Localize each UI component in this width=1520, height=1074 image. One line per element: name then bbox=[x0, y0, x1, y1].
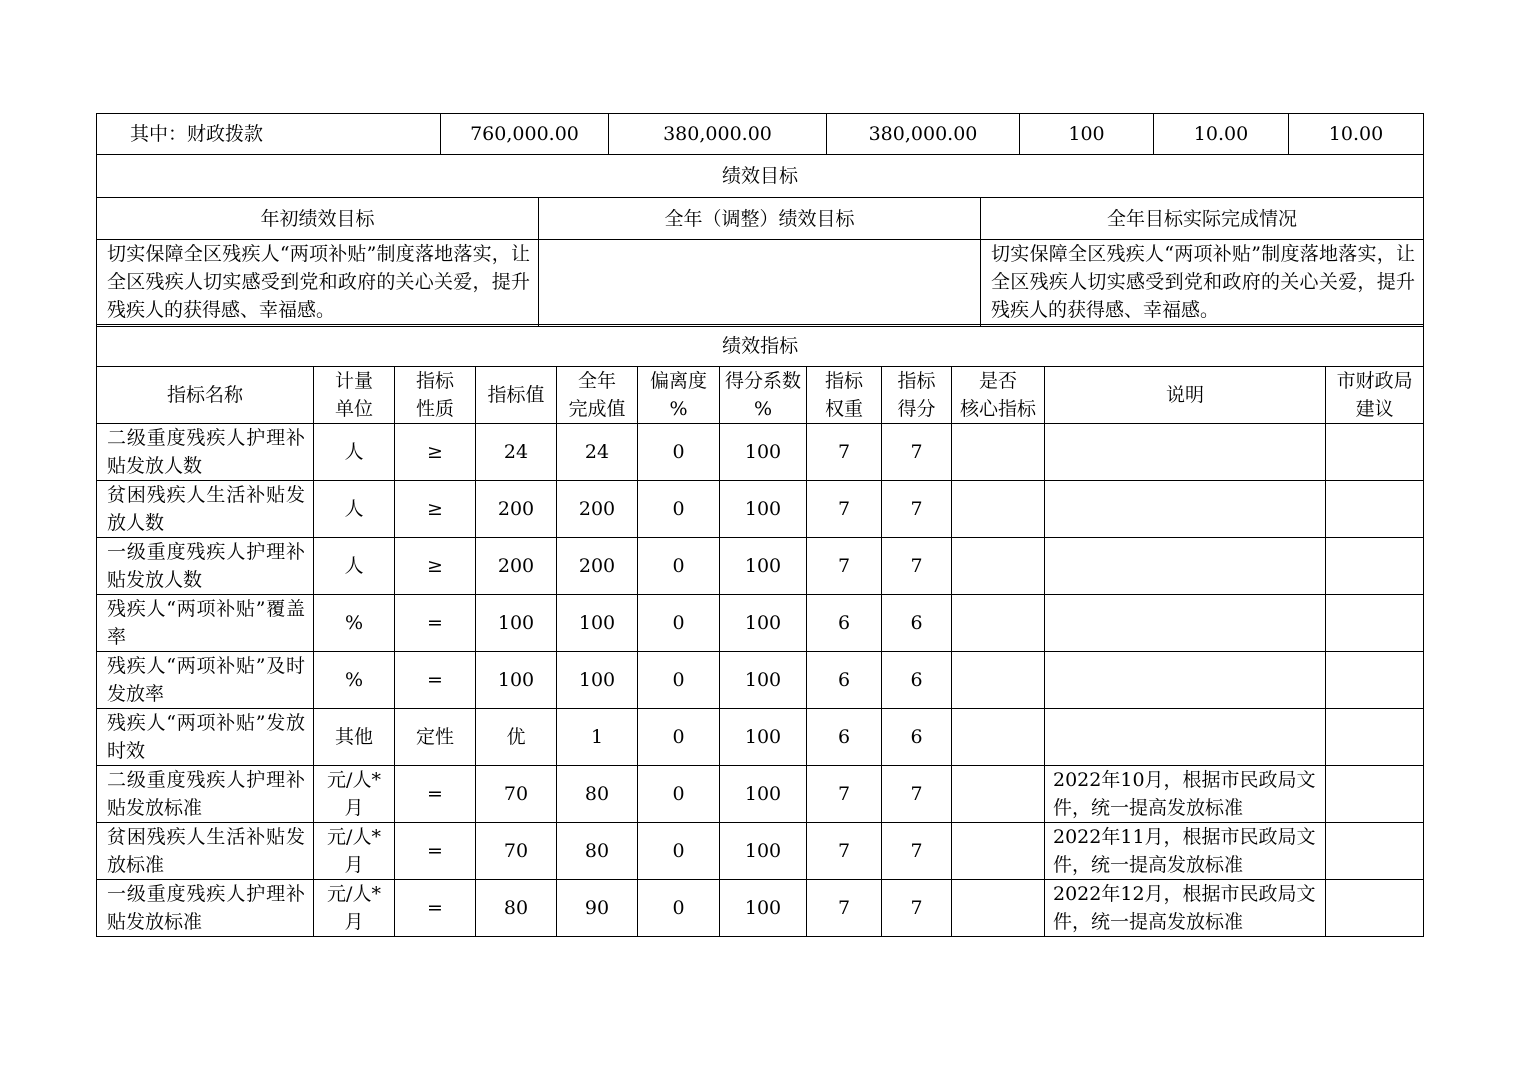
goals-header-initial: 年初绩效目标 bbox=[97, 198, 539, 240]
indicator-target: 优 bbox=[476, 709, 557, 766]
header-line: 计量 bbox=[334, 370, 373, 392]
header-line: 权重 bbox=[824, 398, 863, 420]
indicator-row bbox=[97, 481, 1424, 538]
goals-header-adjusted: 全年（调整）绩效目标 bbox=[539, 198, 981, 240]
indicator-nature: ≥ bbox=[395, 538, 476, 595]
header-nature bbox=[395, 367, 476, 424]
indicator-advice bbox=[1326, 424, 1424, 481]
indicator-deviation: 0 bbox=[638, 481, 720, 538]
indicator-score: 7 bbox=[882, 424, 952, 481]
indicator-unit: 人 bbox=[314, 538, 395, 595]
indicator-score: 7 bbox=[882, 538, 952, 595]
funding-cell: 760,000.00 bbox=[441, 114, 609, 155]
header-line: 指标 bbox=[415, 370, 454, 392]
header-line: 完成值 bbox=[568, 398, 626, 420]
indicator-advice bbox=[1326, 481, 1424, 538]
header-line: 全年 bbox=[577, 370, 616, 392]
indicator-unit: % bbox=[314, 652, 395, 709]
indicator-score: 6 bbox=[882, 709, 952, 766]
indicator-actual: 80 bbox=[557, 766, 638, 823]
indicator-note bbox=[1045, 481, 1326, 538]
indicator-nature: = bbox=[395, 880, 476, 937]
indicator-note bbox=[1045, 709, 1326, 766]
funding-cell: 100 bbox=[1020, 114, 1154, 155]
indicator-weight: 6 bbox=[807, 709, 882, 766]
indicator-row bbox=[97, 766, 1424, 823]
funding-cell: 10.00 bbox=[1289, 114, 1424, 155]
indicator-name: 二级重度残疾人护理补贴发放标准 bbox=[97, 766, 314, 823]
header-advice bbox=[1326, 367, 1424, 424]
indicator-deviation: 0 bbox=[638, 823, 720, 880]
indicator-name: 残疾人“两项补贴”覆盖率 bbox=[97, 595, 314, 652]
indicator-deviation: 0 bbox=[638, 709, 720, 766]
indicator-unit: 人 bbox=[314, 481, 395, 538]
funding-table bbox=[96, 113, 1424, 155]
indicator-weight: 7 bbox=[807, 481, 882, 538]
indicator-row bbox=[97, 538, 1424, 595]
funding-label: 其中：财政拨款 bbox=[97, 114, 441, 155]
indicator-actual: 200 bbox=[557, 481, 638, 538]
indicator-advice bbox=[1326, 709, 1424, 766]
indicator-advice bbox=[1326, 652, 1424, 709]
header-line: % bbox=[669, 398, 688, 420]
indicators-header-row bbox=[97, 367, 1424, 424]
indicator-row bbox=[97, 424, 1424, 481]
indicator-note bbox=[1045, 595, 1326, 652]
indicator-score: 6 bbox=[882, 652, 952, 709]
indicator-actual: 24 bbox=[557, 424, 638, 481]
indicator-actual: 200 bbox=[557, 538, 638, 595]
indicator-core bbox=[952, 595, 1045, 652]
header-coef bbox=[720, 367, 807, 424]
indicator-coef: 100 bbox=[720, 709, 807, 766]
goals-header-actual: 全年目标实际完成情况 bbox=[981, 198, 1424, 240]
goal-actual-text: 切实保障全区残疾人“两项补贴”制度落地落实，让全区残疾人切实感受到党和政府的关心关爱，提升残疾人的获得感、幸福感。 bbox=[981, 240, 1424, 327]
header-line: 是否 bbox=[978, 370, 1017, 392]
header-name bbox=[97, 367, 314, 424]
indicator-coef: 100 bbox=[720, 481, 807, 538]
indicator-nature: ≥ bbox=[395, 424, 476, 481]
header-line: 指标值 bbox=[487, 384, 545, 406]
indicator-weight: 7 bbox=[807, 823, 882, 880]
indicator-unit: % bbox=[314, 595, 395, 652]
indicator-deviation: 0 bbox=[638, 595, 720, 652]
indicator-note: 2022年12月，根据市民政局文件，统一提高发放标准 bbox=[1045, 880, 1326, 937]
indicator-target: 200 bbox=[476, 538, 557, 595]
indicator-name: 二级重度残疾人护理补贴发放人数 bbox=[97, 424, 314, 481]
header-line: 得分系数 bbox=[724, 370, 801, 392]
indicator-advice bbox=[1326, 538, 1424, 595]
indicator-actual: 80 bbox=[557, 823, 638, 880]
header-line: 指标 bbox=[897, 370, 936, 392]
goals-table bbox=[96, 154, 1424, 327]
indicator-row bbox=[97, 823, 1424, 880]
indicator-coef: 100 bbox=[720, 424, 807, 481]
indicator-name: 贫困残疾人生活补贴发放标准 bbox=[97, 823, 314, 880]
header-core bbox=[952, 367, 1045, 424]
indicator-core bbox=[952, 652, 1045, 709]
indicator-weight: 7 bbox=[807, 766, 882, 823]
indicators-section-title: 绩效指标 bbox=[97, 325, 1424, 367]
indicator-weight: 6 bbox=[807, 652, 882, 709]
indicators-table bbox=[96, 324, 1424, 937]
indicator-score: 7 bbox=[882, 481, 952, 538]
indicator-row bbox=[97, 595, 1424, 652]
header-deviation bbox=[638, 367, 720, 424]
indicator-advice bbox=[1326, 766, 1424, 823]
indicator-coef: 100 bbox=[720, 880, 807, 937]
indicator-core bbox=[952, 880, 1045, 937]
goal-adjusted-text bbox=[539, 240, 981, 327]
indicator-coef: 100 bbox=[720, 538, 807, 595]
indicator-weight: 7 bbox=[807, 880, 882, 937]
header-line: 核心指标 bbox=[959, 398, 1036, 420]
indicator-note: 2022年11月，根据市民政局文件，统一提高发放标准 bbox=[1045, 823, 1326, 880]
indicator-target: 70 bbox=[476, 766, 557, 823]
indicator-weight: 6 bbox=[807, 595, 882, 652]
indicator-core bbox=[952, 766, 1045, 823]
indicator-nature: = bbox=[395, 595, 476, 652]
indicator-core bbox=[952, 538, 1045, 595]
indicator-advice bbox=[1326, 595, 1424, 652]
header-weight bbox=[807, 367, 882, 424]
indicator-nature: = bbox=[395, 652, 476, 709]
indicator-target: 100 bbox=[476, 595, 557, 652]
goal-initial-text: 切实保障全区残疾人“两项补贴”制度落地落实，让全区残疾人切实感受到党和政府的关心关爱，提升残疾人的获得感、幸福感。 bbox=[97, 240, 539, 327]
indicator-advice bbox=[1326, 823, 1424, 880]
indicator-coef: 100 bbox=[720, 823, 807, 880]
indicator-actual: 100 bbox=[557, 652, 638, 709]
indicator-deviation: 0 bbox=[638, 538, 720, 595]
indicator-note: 2022年10月，根据市民政局文件，统一提高发放标准 bbox=[1045, 766, 1326, 823]
header-line: 单位 bbox=[334, 398, 373, 420]
indicator-advice bbox=[1326, 880, 1424, 937]
indicator-deviation: 0 bbox=[638, 424, 720, 481]
indicator-core bbox=[952, 823, 1045, 880]
indicator-score: 7 bbox=[882, 880, 952, 937]
indicator-row bbox=[97, 709, 1424, 766]
header-line: 指标 bbox=[824, 370, 863, 392]
indicator-name: 一级重度残疾人护理补贴发放标准 bbox=[97, 880, 314, 937]
indicator-actual: 1 bbox=[557, 709, 638, 766]
indicator-core bbox=[952, 709, 1045, 766]
indicator-nature: 定性 bbox=[395, 709, 476, 766]
indicator-core bbox=[952, 481, 1045, 538]
indicator-deviation: 0 bbox=[638, 880, 720, 937]
header-line: 性质 bbox=[415, 398, 454, 420]
header-line: 市财政局 bbox=[1336, 370, 1413, 392]
indicator-unit: 元/人*月 bbox=[314, 880, 395, 937]
indicator-coef: 100 bbox=[720, 766, 807, 823]
indicator-name: 残疾人“两项补贴”发放时效 bbox=[97, 709, 314, 766]
funding-cell: 380,000.00 bbox=[827, 114, 1020, 155]
header-actual bbox=[557, 367, 638, 424]
indicator-unit: 元/人*月 bbox=[314, 823, 395, 880]
goals-section-title: 绩效目标 bbox=[97, 155, 1424, 198]
indicator-weight: 7 bbox=[807, 538, 882, 595]
header-note bbox=[1045, 367, 1326, 424]
indicator-nature: = bbox=[395, 823, 476, 880]
indicator-target: 24 bbox=[476, 424, 557, 481]
indicator-target: 70 bbox=[476, 823, 557, 880]
indicator-target: 200 bbox=[476, 481, 557, 538]
indicator-note bbox=[1045, 424, 1326, 481]
indicator-weight: 7 bbox=[807, 424, 882, 481]
indicator-nature: = bbox=[395, 766, 476, 823]
indicator-deviation: 0 bbox=[638, 652, 720, 709]
indicator-name: 残疾人“两项补贴”及时发放率 bbox=[97, 652, 314, 709]
indicator-score: 6 bbox=[882, 595, 952, 652]
funding-cell: 10.00 bbox=[1154, 114, 1289, 155]
indicator-unit: 人 bbox=[314, 424, 395, 481]
header-line: 偏离度 bbox=[649, 370, 707, 392]
indicator-coef: 100 bbox=[720, 652, 807, 709]
indicator-score: 7 bbox=[882, 766, 952, 823]
indicator-actual: 90 bbox=[557, 880, 638, 937]
header-line: % bbox=[753, 398, 773, 420]
indicator-unit: 元/人*月 bbox=[314, 766, 395, 823]
header-line: 说明 bbox=[1165, 384, 1204, 406]
funding-row bbox=[97, 114, 1424, 155]
indicator-unit: 其他 bbox=[314, 709, 395, 766]
indicator-core bbox=[952, 424, 1045, 481]
header-score bbox=[882, 367, 952, 424]
indicator-target: 100 bbox=[476, 652, 557, 709]
funding-cell: 380,000.00 bbox=[609, 114, 827, 155]
indicator-coef: 100 bbox=[720, 595, 807, 652]
indicator-note bbox=[1045, 538, 1326, 595]
header-line: 建议 bbox=[1355, 398, 1394, 420]
indicator-actual: 100 bbox=[557, 595, 638, 652]
indicator-deviation: 0 bbox=[638, 766, 720, 823]
indicator-name: 一级重度残疾人护理补贴发放人数 bbox=[97, 538, 314, 595]
header-line: 得分 bbox=[897, 398, 936, 420]
header-unit bbox=[314, 367, 395, 424]
header-target bbox=[476, 367, 557, 424]
indicator-row bbox=[97, 652, 1424, 709]
indicator-target: 80 bbox=[476, 880, 557, 937]
header-line: 指标名称 bbox=[166, 384, 243, 406]
indicator-nature: ≥ bbox=[395, 481, 476, 538]
indicator-score: 7 bbox=[882, 823, 952, 880]
indicator-note bbox=[1045, 652, 1326, 709]
indicator-row bbox=[97, 880, 1424, 937]
indicator-name: 贫困残疾人生活补贴发放人数 bbox=[97, 481, 314, 538]
